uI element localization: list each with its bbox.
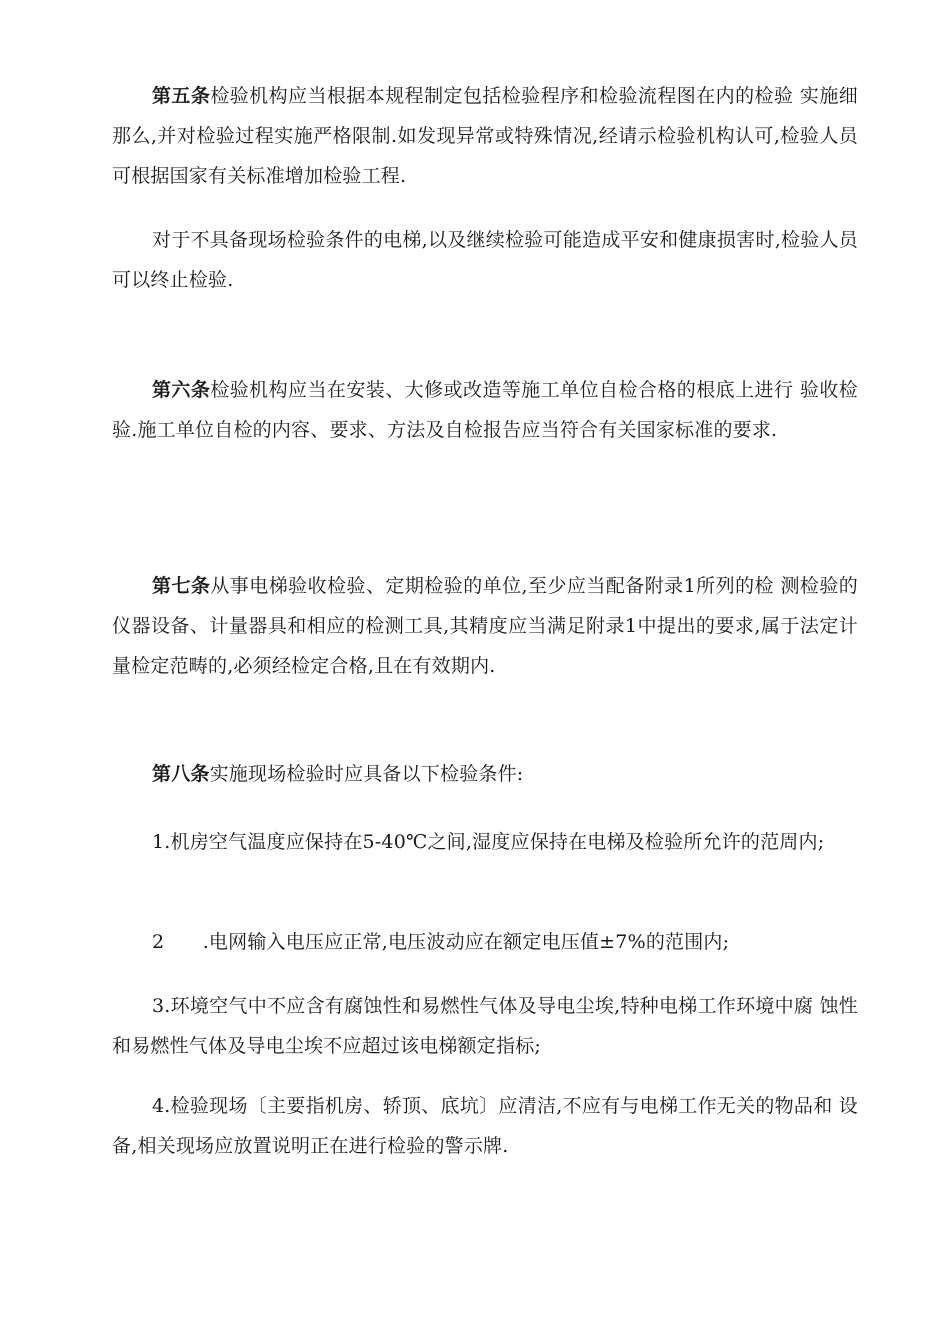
article-8-text: 实施现场检验时应具备以下检验条件: [209, 763, 524, 785]
article-5-text: 检验机构应当根据本规程制定包括检验程序和检验流程图在内的检验 实施细那么,并对检验过程实施严格限制.如发现异常或特殊情况,经请示检验机构认可,检验人员可根据国家有关标准增加检验工程. [112, 85, 858, 187]
article-5-note: 对于不具备现场检验条件的电梯,以及继续检验可能造成平安和健康损害时,检验人员可以终止检验. [112, 229, 858, 291]
article-6 [112, 370, 858, 450]
article-6-text: 检验机构应当在安装、大修或改造等施工单位自检合格的根底上进行 验收检验.施工单位自检的内容、要求、方法及自检报告应当符合有关国家标准的要求. [112, 379, 858, 441]
article-8-lead: 第八条 [152, 763, 210, 785]
condition-item: 3.环境空气中不应含有腐蚀性和易燃性气体及导电尘埃,特种电梯工作环境中腐 蚀性和易燃性气体及导电尘埃不应超过该电梯额定指标; [112, 995, 858, 1057]
article-7-text: 从事电梯验收检验、定期检验的单位,至少应当配备附录1所列的检 测检验的仪器设备、计量器具和相应的检测工具,其精度应当满足附录1中提出的要求,属于法定计量检定范畴的,必须经检定合格,且在有效期内. [112, 575, 859, 677]
article-6-lead: 第六条 [152, 379, 211, 401]
article-7-lead: 第七条 [152, 575, 211, 597]
condition-item: 1.机房空气温度应保持在5-40℃之间,湿度应保持在电梯及检验所允许的范周内; [152, 831, 825, 853]
condition-item: 4.检验现场〔主要指机房、轿顶、底坑〕应清洁,不应有与电梯工作无关的物品和 设备,相关现场应放置说明正在进行检验的警示牌. [112, 1095, 858, 1157]
article-5-lead: 第五条 [152, 85, 211, 107]
article-5 [112, 76, 858, 196]
condition-item: 2 .电网输入电压应正常,电压波动应在额定电压值±7%的范围内; [152, 931, 730, 953]
article-7 [112, 566, 858, 686]
article-8 [112, 754, 858, 794]
